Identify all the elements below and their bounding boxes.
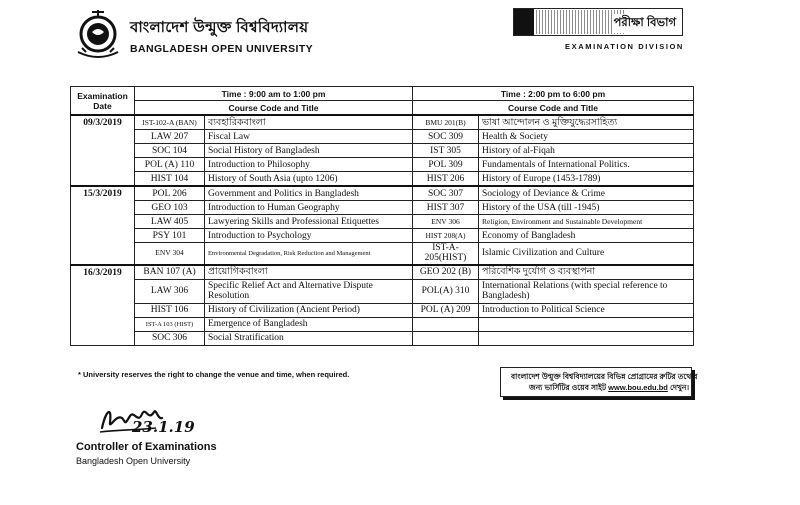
evening-course-title	[479, 317, 694, 331]
evening-course-title: International Relations (with special reference to Bangladesh)	[479, 279, 694, 303]
website-notice-suffix: দেখুন।	[669, 383, 690, 392]
signature-date: 23.1.19	[132, 418, 195, 436]
morning-course-title: Social History of Bangladesh	[205, 144, 413, 158]
evening-time-header: Time : 2:00 pm to 6:00 pm	[413, 87, 694, 101]
table-row	[71, 215, 694, 229]
evening-course-code: SOC 309	[413, 130, 479, 144]
exam-schedule-table	[70, 86, 694, 346]
evening-course-title: Introduction to Political Science	[479, 303, 694, 317]
university-name-bn: বাংলাদেশ উন্মুক্ত বিশ্ববিদ্যালয়	[130, 19, 309, 36]
evening-course-code: POL 309	[413, 158, 479, 172]
evening-course-title: Fundamentals of International Politics.	[479, 158, 694, 172]
stamp-mark	[514, 9, 534, 35]
evening-course-code: SOC 307	[413, 186, 479, 201]
morning-course-code: LAW 405	[135, 215, 205, 229]
morning-course-code: POL (A) 110	[135, 158, 205, 172]
evening-course-code: BMU 201(B)	[413, 115, 479, 130]
website-link[interactable]: www.bou.edu.bd	[608, 383, 668, 392]
evening-course-title: পরিবেশিক দুর্যোগ ও ব্যবস্থাপনা	[479, 265, 694, 280]
signatory-organization: Bangladesh Open University	[76, 456, 191, 466]
morning-course-title: প্রায়োগিকবাংলা	[205, 265, 413, 280]
evening-course-title: Islamic Civilization and Culture	[479, 243, 694, 265]
morning-course-code: SOC 104	[135, 144, 205, 158]
morning-course-code: GEO 103	[135, 201, 205, 215]
website-notice-line1: বাংলাদেশ উন্মুক্ত বিশ্ববিদ্যালয়ের বিভিন্ন প্রোগ্রামের রুটির তথ্যের	[511, 372, 698, 381]
university-name-en: BANGLADESH OPEN UNIVERSITY	[130, 43, 314, 55]
morning-course-code: IST-102-A (BAN)	[135, 115, 205, 130]
evening-course-title: Religion, Environment and Sustainable Development	[479, 215, 694, 229]
evening-course-title	[479, 331, 694, 345]
table-row	[71, 229, 694, 243]
evening-course-code: GEO 202 (B)	[413, 265, 479, 280]
morning-course-title: Fiscal Law	[205, 130, 413, 144]
evening-course-title: Economy of Bangladesh	[479, 229, 694, 243]
morning-course-title: History of South Asia (upto 1206)	[205, 172, 413, 187]
morning-course-title: Introduction to Human Geography	[205, 201, 413, 215]
exam-date: 09/3/2019	[71, 115, 135, 186]
morning-course-title: Social Stratification	[205, 331, 413, 345]
morning-course-code: HIST 104	[135, 172, 205, 187]
morning-course-code: HIST 106	[135, 303, 205, 317]
morning-course-code: BAN 107 (A)	[135, 265, 205, 280]
evening-course-code: HIST 307	[413, 201, 479, 215]
website-notice-box	[500, 367, 698, 397]
table-row	[71, 303, 694, 317]
morning-course-title: Specific Relief Act and Alternative Dispute Resolution	[205, 279, 413, 303]
exam-date: 15/3/2019	[71, 186, 135, 265]
morning-course-title: Government and Politics in Bangladesh	[205, 186, 413, 201]
evening-course-title: History of Europe (1453-1789)	[479, 172, 694, 187]
evening-course-title: ভাষা আন্দোলন ও মুক্তিযুদ্ধেরসাহিত্য	[479, 115, 694, 130]
morning-course-code: LAW 306	[135, 279, 205, 303]
evening-course-code: IST-A-205(HIST)	[413, 243, 479, 265]
evening-course-code: ENV 306	[413, 215, 479, 229]
evening-course-code	[413, 331, 479, 345]
venue-change-note: * University reserves the right to change the venue and time, when required.	[78, 370, 350, 379]
division-name-en: EXAMINATION DIVISION	[565, 42, 684, 51]
evening-course-title: Sociology of Deviance & Crime	[479, 186, 694, 201]
university-logo	[72, 8, 124, 62]
website-notice-line2	[529, 383, 689, 395]
division-stamp	[513, 8, 683, 36]
morning-course-code: SOC 306	[135, 331, 205, 345]
table-row	[71, 201, 694, 215]
website-notice-prefix: জন্য ভার্সিটির ওয়েব সাইট	[529, 383, 607, 392]
table-row	[71, 130, 694, 144]
evening-course-title: History of al-Fiqah	[479, 144, 694, 158]
morning-course-code: ENV 304	[135, 243, 205, 265]
signatory-title: Controller of Examinations	[76, 441, 217, 453]
morning-course-title: Environmental Degradation, Risk Reduction and Management	[205, 243, 413, 265]
morning-course-title: Lawyering Skills and Professional Etiquettes	[205, 215, 413, 229]
table-row	[71, 331, 694, 345]
table-row	[71, 243, 694, 265]
morning-course-title: Introduction to Psychology	[205, 229, 413, 243]
morning-course-code: PSY 101	[135, 229, 205, 243]
division-name-bn: পরীক্ষা বিভাগ	[612, 14, 678, 33]
table-row	[71, 317, 694, 331]
evening-course-code: IST 305	[413, 144, 479, 158]
evening-course-header: Course Code and Title	[413, 101, 694, 116]
table-row	[71, 158, 694, 172]
table-row	[71, 172, 694, 187]
evening-course-title: Health & Society	[479, 130, 694, 144]
course-header-row	[71, 101, 694, 116]
evening-course-title: History of the USA (till -1945)	[479, 201, 694, 215]
morning-time-header: Time : 9:00 am to 1:00 pm	[135, 87, 413, 101]
table-row	[71, 186, 694, 201]
evening-course-code: POL (A) 209	[413, 303, 479, 317]
time-header-row	[71, 87, 694, 101]
evening-course-code: POL(A) 310	[413, 279, 479, 303]
morning-course-title: ব্যবহারিকবাংলা	[205, 115, 413, 130]
morning-course-title: History of Civilization (Ancient Period)	[205, 303, 413, 317]
date-header: Examination Date	[71, 87, 135, 116]
table-row	[71, 144, 694, 158]
morning-course-code: LAW 207	[135, 130, 205, 144]
morning-course-title: Emergence of Bangladesh	[205, 317, 413, 331]
evening-course-code	[413, 317, 479, 331]
morning-course-header: Course Code and Title	[135, 101, 413, 116]
morning-course-title: Introduction to Philosophy	[205, 158, 413, 172]
table-row	[71, 265, 694, 280]
table-row	[71, 279, 694, 303]
evening-course-code: HIST 208(A)	[413, 229, 479, 243]
morning-course-code: POL 206	[135, 186, 205, 201]
morning-course-code: IST-A 103 (HIST)	[135, 317, 205, 331]
evening-course-code: HIST 206	[413, 172, 479, 187]
table-row	[71, 115, 694, 130]
exam-date: 16/3/2019	[71, 265, 135, 346]
